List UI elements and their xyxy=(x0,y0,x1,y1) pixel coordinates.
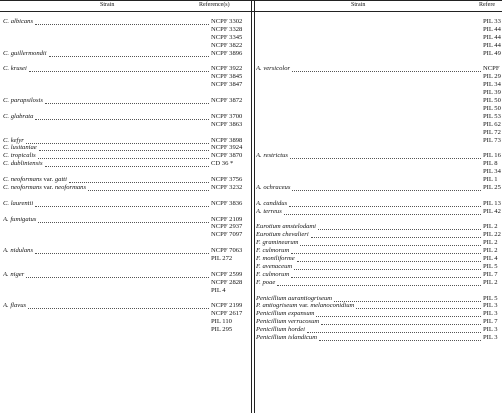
reference-code: CD 36 * xyxy=(211,160,234,168)
reference-column-header: Refere xyxy=(479,2,495,8)
reference-code: PIL 2 xyxy=(483,247,498,255)
species-name: Eurotium chevalieri xyxy=(256,231,309,239)
dot-leader xyxy=(88,190,209,191)
dot-leader xyxy=(291,253,481,254)
reference-code: NCPF 7097 xyxy=(211,231,243,239)
reference-code: PIL 53 xyxy=(483,112,501,120)
dot-leader xyxy=(38,222,209,223)
variety-abbrev: var. xyxy=(43,176,54,183)
dot-leader xyxy=(356,308,481,309)
dot-leader xyxy=(284,214,481,215)
species-name: Penicillium expansum xyxy=(256,310,315,318)
dot-leader xyxy=(319,340,481,341)
reference-code: PIL 49 xyxy=(483,49,501,57)
dot-leader xyxy=(45,103,209,104)
reference-code: PIL 50 xyxy=(483,104,501,112)
reference-code: NCPF 3700 xyxy=(211,112,243,120)
dot-leader xyxy=(334,301,481,302)
reference-code: NCPF 3836 xyxy=(211,199,243,207)
reference-code: NCPF 3847 xyxy=(211,81,243,89)
dot-leader xyxy=(35,24,209,25)
reference-code: PIL 3 xyxy=(483,326,498,334)
reference-code: NCPF 3872 xyxy=(211,97,243,104)
species-name: P. antiogriseum xyxy=(256,302,298,310)
variety-name: gatti xyxy=(54,176,67,183)
species-name: A. flavus xyxy=(3,302,27,310)
reference-code: PIL 25 xyxy=(483,183,501,191)
dot-leader xyxy=(29,71,209,72)
dot-leader xyxy=(292,71,481,72)
reference-code: NCPF 2599 xyxy=(211,270,243,278)
reference-code: PIL 62 xyxy=(483,120,501,128)
dot-leader xyxy=(297,261,481,262)
species-name: F. graminearum xyxy=(256,239,299,247)
species-name: A. candidus xyxy=(256,199,288,207)
dot-leader xyxy=(316,316,481,317)
strain-column-header: Strain xyxy=(351,2,366,8)
reference-code: PIL 44 xyxy=(483,33,501,41)
reference-code: PIL 4 xyxy=(483,255,498,262)
species-name: C. tropicalis xyxy=(3,152,36,160)
species-name: F. avenaceum xyxy=(256,262,293,270)
species-name: C. laurentii xyxy=(3,199,34,207)
species-name: C. albicans xyxy=(3,18,34,25)
reference-code: NCPF 2109 xyxy=(211,215,243,223)
species-name: C. lusitaniae xyxy=(3,144,37,152)
reference-code: PIL 39 xyxy=(483,89,501,97)
reference-code: NCPF 3822 xyxy=(211,41,243,49)
reference-code: NCPF 3922 xyxy=(211,65,243,73)
species-name: F. culmorum xyxy=(256,270,290,278)
dot-leader xyxy=(28,308,209,309)
reference-code: PIL 7 xyxy=(483,318,498,326)
reference-code: NCPF 3232 xyxy=(211,183,243,191)
dot-leader xyxy=(291,277,481,278)
dot-leader xyxy=(35,119,209,120)
reference-code: PIL 34 xyxy=(483,81,501,89)
reference-code: PIL 16 xyxy=(483,152,501,160)
variety-name: melanoconidium xyxy=(310,302,355,310)
reference-code: PIL 295 xyxy=(211,326,233,334)
reference-column-header: Reference(s) xyxy=(199,2,230,8)
dot-leader xyxy=(26,143,209,144)
dot-leader xyxy=(300,245,481,246)
variety-abbrev: var. xyxy=(298,302,309,310)
reference-code: PIL 34 xyxy=(483,168,501,176)
species-name: C. dubliniensis xyxy=(3,160,43,168)
dot-leader xyxy=(294,269,481,270)
species-name: Eurotium amstelodami xyxy=(256,223,317,231)
dot-leader xyxy=(292,190,481,191)
species-name: A. terreus xyxy=(256,207,282,215)
dot-leader xyxy=(277,285,481,286)
reference-code: PIL 1 xyxy=(483,176,498,183)
dot-leader xyxy=(289,206,481,207)
reference-code: PIL 2 xyxy=(483,223,498,231)
species-name: C. neoformans xyxy=(3,183,42,191)
reference-code: PIL 42 xyxy=(483,207,501,215)
reference-code: PIL 4 xyxy=(211,286,226,294)
reference-code: NCPF 2937 xyxy=(211,223,243,231)
species-name: F. moniliforme xyxy=(256,255,295,262)
column-divider xyxy=(254,0,255,413)
species-name: C. neoformans xyxy=(3,176,42,183)
dot-leader xyxy=(35,206,209,207)
reference-code: NCPF 3870 xyxy=(211,152,243,160)
species-name: A. niger xyxy=(3,270,25,278)
reference-code: NCPF 3898 xyxy=(211,136,243,144)
reference-code: PIL 33 xyxy=(483,18,501,25)
species-name: Penicillium aurantiogriseum xyxy=(256,294,333,302)
reference-code: NCPF 2199 xyxy=(211,302,243,310)
dot-leader xyxy=(39,150,209,151)
column-divider xyxy=(251,0,252,413)
reference-code: PIL 2 xyxy=(483,239,498,247)
reference-code: PIL 8 xyxy=(483,160,498,168)
reference-code: PIL 2 xyxy=(483,278,498,286)
dot-leader xyxy=(318,229,481,230)
reference-code: NCPF xyxy=(483,65,500,73)
species-name: A. restrictus xyxy=(256,152,288,160)
species-name: C. krusei xyxy=(3,65,27,73)
reference-code: NCPF 7063 xyxy=(211,247,243,255)
species-name: C. guillermondii xyxy=(3,49,47,57)
reference-code: NCPF 3302 xyxy=(211,18,243,25)
reference-code: PIL 29 xyxy=(483,73,501,81)
reference-code: NCPF 3896 xyxy=(211,49,243,57)
dot-leader xyxy=(311,237,481,238)
dot-leader xyxy=(307,332,481,333)
species-name: A. nidulans xyxy=(3,247,34,255)
species-name: F. culmorum xyxy=(256,247,290,255)
dot-leader xyxy=(35,253,209,254)
variety-name: neoformans xyxy=(54,183,87,191)
reference-code: PIL 72 xyxy=(483,128,501,136)
species-name: Penicillium hordei xyxy=(256,326,306,334)
species-name: A. fumigatus xyxy=(3,215,37,223)
variety-abbrev: var. xyxy=(43,183,54,191)
strain-column-header: Strain xyxy=(100,2,115,8)
reference-code: PIL 5 xyxy=(483,262,498,270)
reference-code: NCPF 3845 xyxy=(211,73,243,81)
species-name: Penicillium verrucosum xyxy=(256,318,320,326)
species-name: C. parapsilosis xyxy=(3,97,43,104)
species-name: Penicillium islandicum xyxy=(256,334,317,341)
dot-leader xyxy=(321,324,481,325)
reference-code: NCPF 3756 xyxy=(211,176,243,183)
reference-code: PIL 13 xyxy=(483,199,501,207)
dot-leader xyxy=(38,158,209,159)
reference-code: PIL 44 xyxy=(483,25,501,33)
species-name: F. poae xyxy=(256,278,276,286)
dot-leader xyxy=(45,166,209,167)
reference-code: NCPF 3345 xyxy=(211,33,243,41)
dot-leader xyxy=(49,56,209,57)
reference-code: PIL 3 xyxy=(483,334,498,341)
reference-code: PIL 73 xyxy=(483,136,501,144)
reference-code: PIL 3 xyxy=(483,302,498,310)
reference-code: NCPF 3863 xyxy=(211,120,243,128)
dot-leader xyxy=(26,277,209,278)
species-name: A. versicolor xyxy=(256,65,291,73)
species-name: C. glabrata xyxy=(3,112,34,120)
reference-code: PIL 44 xyxy=(483,41,501,49)
reference-code: PIL 7 xyxy=(483,270,498,278)
reference-code: PIL 22 xyxy=(483,231,501,239)
reference-code: PIL 5 xyxy=(483,294,498,302)
reference-code: PIL 272 xyxy=(211,255,233,262)
reference-code: NCPF 2617 xyxy=(211,310,243,318)
reference-code: PIL 50 xyxy=(483,97,501,104)
reference-code: PIL 110 xyxy=(211,318,232,326)
reference-code: NCPF 3328 xyxy=(211,25,243,33)
reference-code: NCPF 2828 xyxy=(211,278,243,286)
dot-leader xyxy=(69,182,209,183)
dot-leader xyxy=(290,158,481,159)
reference-code: NCPF 3924 xyxy=(211,144,243,152)
species-name: A. ochraceus xyxy=(256,183,291,191)
species-name: C. kefyr xyxy=(3,136,24,144)
reference-code: PIL 3 xyxy=(483,310,498,318)
